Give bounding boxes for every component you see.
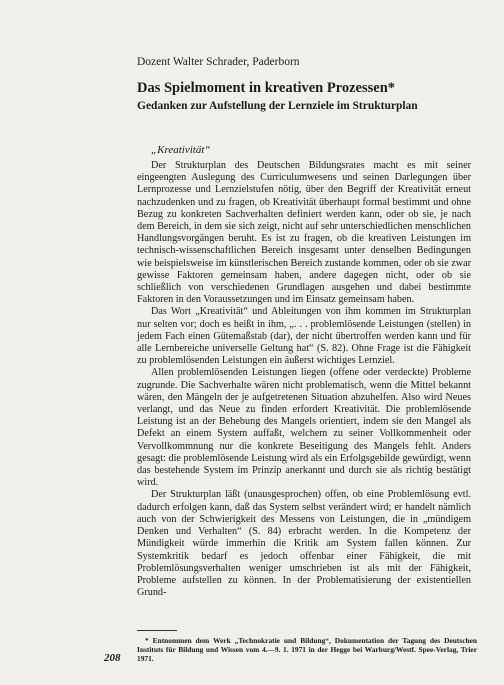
article-body xyxy=(137,160,471,599)
footnote: * Entnommen dem Werk „Technokratie und Bildung“, Dokumentation der Tagung des Deutschen Instituts für Bildung und Wissen vom 4.—9. 1. 1971 in der Hegge bei Warburg/Westf. Spee-Verlag, Trier 1971. xyxy=(137,636,477,664)
section-heading: „Kreativität“ xyxy=(151,144,211,156)
footnote-rule xyxy=(137,630,177,631)
body-paragraph: Der Strukturplan läßt (unausgesprochen) offen, ob eine Problemlösung evtl. dadurch erfolgen kann, daß das System selbst verändert wird; er handelt nämlich auch von der Schwierigkeit des Messens von Leistungen, die in „mündigem Denken und Verhalten“ (S. 84) erbracht werden. In die Kompetenz der Mündigkeit würde immerhin die Kritik am System fallen können. Zur Systemkritik bedarf es jedoch offenbar einer Fähigkeit, die mit Problemlösungsverhalten weniger umschrieben ist als mit der Fähigkeit, Probleme aufstellen zu können. In der Problematisierung der existentiellen Grund- xyxy=(137,489,471,599)
body-paragraph: Das Wort „Kreativität“ und Ableitungen von ihm kommen im Strukturplan nur selten vor; doch es heißt in ihm, „. . . problemlösende Leistungen (stellen) in jedem Fach einen Gütemaßstab (dar), der nicht übertroffen werden kann und für alle Lernbereiche universelle Geltung hat“ (S. 82). Ohne Frage ist die Fähigkeit zu problemlösenden Leistungen ein äußerst wichtiges Lernziel. xyxy=(137,306,471,367)
page-number: 208 xyxy=(104,652,121,664)
article-subtitle: Gedanken zur Aufstellung der Lernziele im Strukturplan xyxy=(137,100,418,112)
author-line: Dozent Walter Schrader, Paderborn xyxy=(137,56,300,68)
body-paragraph: Der Strukturplan des Deutschen Bildungsrates macht es mit seiner eingeengten Auslegung des Curriculumwesens und seinen Darlegungen über Lernprozesse und Lernzielstufen nötig, über den Begriff der Kreativität erneut nachzudenken und zu fragen, ob Kreativität überhaupt formal bestimmt und ohne Bezug zu konkreten Sachverhalten definiert werden kann, oder ob sie, je nach dem Bereich, in dem sie sich zeigt, nicht auf sehr unterschiedlichen menschlichen Handlungsvorgängen beruht. Es ist zu fragen, ob die kreativen Leistungen im technisch-wissenschaftlichen Bereich insgesamt unter denselben Bedingungen wie beispielsweise im künstlerischen Bereich zustande kommen, oder ob sie zwar gewisse Faktoren gemeinsam haben, andere dagegen nicht, oder ob sie schließlich von verschiedenen Grundlagen ausgehen und dabei bestimmte Faktoren in den Voraussetzungen und im Einsatz gemeinsam haben. xyxy=(137,160,471,306)
article-title: Das Spielmoment in kreativen Prozessen* xyxy=(137,80,396,96)
body-paragraph: Allen problemlösenden Leistungen liegen (offene oder verdeckte) Probleme zugrunde. Die Sachverhalte wären nicht problematisch, wenn die Mittel bekannt wären, den Mängeln der je aufgetretenen Situation abzuhelfen. Also wird Neues verlangt, und das Neue zu finden erfordert Kreativität. Die problemlösende Leistung ist an der Behebung des Mangels orientiert, indem sie den Mangel als Defekt an einem System auffaßt, welchem zu seiner Vollkommenheit oder Vervollkommnung nur die konkrete Beseitigung des Mangels fehlt. Anders gesagt: die problemlösende Leistung wird als ein Erfolgsgebilde gewürdigt, wenn das bestehende System im Prinzip anerkannt und durch sie als richtig bestätigt wird. xyxy=(137,367,471,489)
